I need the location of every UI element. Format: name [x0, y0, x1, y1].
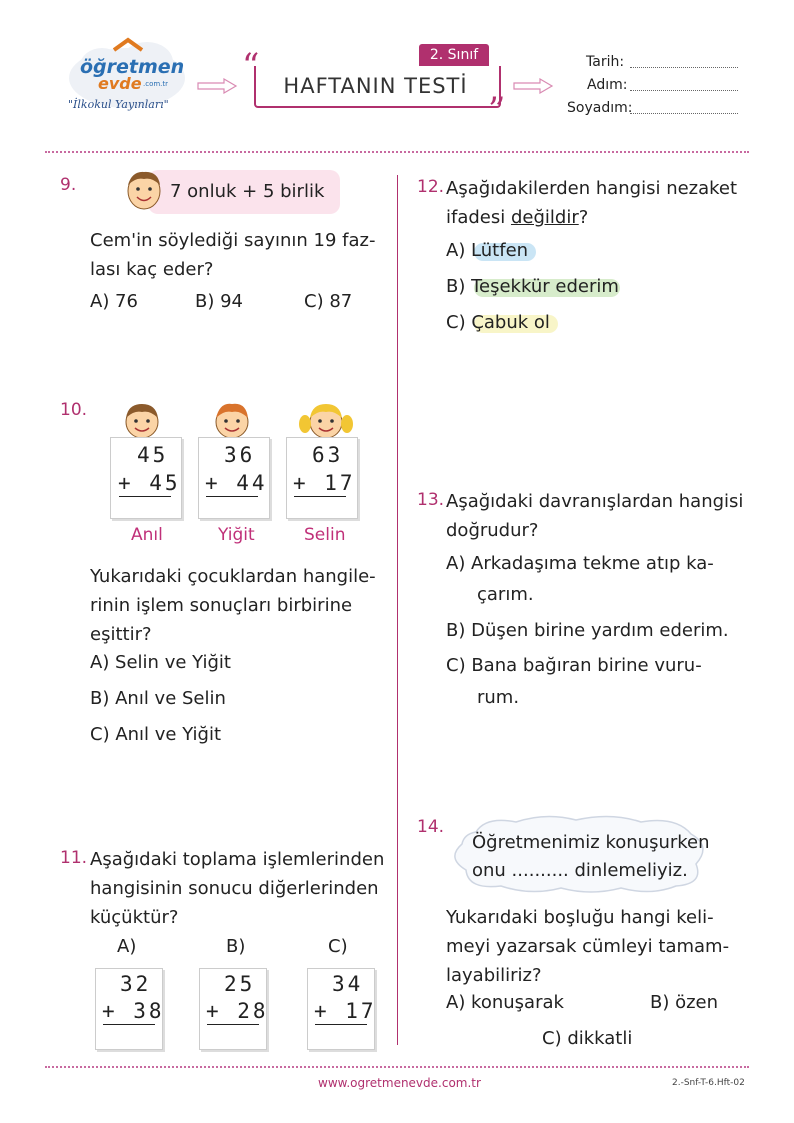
- cloud-text: [472, 829, 710, 885]
- card-top-number: 25: [224, 972, 256, 996]
- arrow-right-icon: [512, 78, 554, 94]
- option-b[interactable]: B) Teşekkür ederim: [446, 276, 619, 297]
- option-a[interactable]: A) 76: [90, 291, 138, 312]
- logo-text-top: öğretmen: [80, 56, 185, 78]
- child-name: Anıl: [131, 525, 163, 545]
- question-number: 9.: [60, 175, 77, 195]
- question-text: [446, 174, 737, 232]
- logo-text-bottom: evde: [98, 74, 142, 93]
- question-text-line: Cem'in söylediği sayının 19 faz-: [90, 230, 376, 251]
- option-c-continued[interactable]: rum.: [477, 687, 520, 708]
- question-text-line: Aşağıdakilerden hangisi nezaket: [446, 178, 738, 199]
- option-c[interactable]: C) Çabuk ol: [446, 312, 550, 333]
- question-text: [446, 903, 729, 990]
- underlined-word: değildir: [510, 207, 579, 228]
- footer-url[interactable]: www.ogretmenevde.com.tr: [318, 1076, 481, 1090]
- question-text-line: Aşağıdaki toplama işlemlerinden: [90, 849, 385, 870]
- question-text-line: Yukarıdaki çocuklardan hangile-: [90, 566, 376, 587]
- option-c[interactable]: C) 87: [304, 291, 353, 312]
- field-surname-line[interactable]: [630, 113, 738, 114]
- option-c-label[interactable]: C): [328, 936, 348, 957]
- card-bottom-number: + 17: [314, 999, 377, 1023]
- question-text-line: [446, 203, 737, 232]
- question-text-line: küçüktür?: [90, 907, 179, 928]
- question-text: [90, 845, 384, 932]
- bubble-text: 7 onluk + 5 birlik: [170, 181, 325, 202]
- field-date-line[interactable]: [630, 67, 738, 68]
- sum-line: [119, 496, 171, 497]
- card-top-number: 36: [224, 443, 256, 467]
- boy-anil-face-icon: [118, 398, 166, 442]
- question-number: 14.: [417, 817, 445, 837]
- question-number: 12.: [417, 177, 445, 197]
- boy-face-icon: [122, 167, 166, 217]
- card-top-number: 63: [312, 443, 344, 467]
- option-c[interactable]: C) Bana bağıran birine vuru-: [446, 655, 702, 676]
- text-fragment: ?: [578, 207, 589, 228]
- sum-line: [294, 496, 346, 497]
- option-b-label[interactable]: B): [226, 936, 246, 957]
- question-text-line: meyi yazarsak cümleyi tamam-: [446, 936, 730, 957]
- option-a[interactable]: A) Selin ve Yiğit: [90, 652, 231, 673]
- sum-line: [315, 1024, 367, 1025]
- card-bottom-number: + 38: [102, 999, 165, 1023]
- question-number: 11.: [60, 848, 88, 868]
- option-a[interactable]: A) konuşarak: [446, 992, 564, 1013]
- card-top-number: 45: [137, 443, 169, 467]
- option-c[interactable]: C) Anıl ve Yiğit: [90, 724, 222, 745]
- text-fragment: ifadesi: [446, 207, 511, 228]
- quote-close-icon: ”: [488, 90, 506, 130]
- divider-bottom: [45, 1066, 749, 1068]
- question-text-line: doğrudur?: [446, 520, 539, 541]
- sum-line: [206, 496, 258, 497]
- child-name: Selin: [304, 525, 346, 545]
- question-number: 10.: [60, 400, 88, 420]
- question-text: [90, 562, 376, 649]
- option-a-label[interactable]: A): [117, 936, 137, 957]
- field-date-label: Tarih:: [586, 54, 625, 70]
- question-text-line: rinin işlem sonuçları birbirine: [90, 595, 353, 616]
- card-bottom-number: + 17: [293, 471, 356, 495]
- question-text-line: hangisinin sonucu diğerlerinden: [90, 878, 379, 899]
- boy-yigit-face-icon: [208, 398, 256, 442]
- question-number: 13.: [417, 490, 445, 510]
- logo-domain: .com.tr: [143, 80, 169, 88]
- footer-code: 2.-Snf-T-6.Hft-02: [672, 1078, 745, 1088]
- option-a[interactable]: A) Arkadaşıma tekme atıp ka-: [446, 553, 714, 574]
- option-b[interactable]: B) özen: [650, 992, 719, 1013]
- question-text-line: layabiliriz?: [446, 965, 542, 986]
- card-top-number: 34: [332, 972, 364, 996]
- question-text: [90, 226, 376, 284]
- divider-top: [45, 151, 749, 153]
- logo-subtitle: "İlkokul Yayınları": [68, 98, 169, 111]
- question-text-line: lası kaç eder?: [90, 259, 214, 280]
- card-bottom-number: + 44: [205, 471, 268, 495]
- question-text: [446, 487, 743, 545]
- field-name-line[interactable]: [630, 90, 738, 91]
- grade-badge: 2. Sınıf: [419, 44, 489, 66]
- card-top-number: 32: [120, 972, 152, 996]
- field-name-label: Adım:: [587, 77, 628, 93]
- option-c[interactable]: C) dikkatli: [542, 1028, 633, 1049]
- card-bottom-number: + 45: [118, 471, 181, 495]
- field-surname-label: Soyadım:: [567, 100, 633, 116]
- divider-vertical: [397, 175, 398, 1045]
- page-title: HAFTANIN TESTİ: [283, 74, 468, 98]
- option-b[interactable]: B) 94: [195, 291, 243, 312]
- question-text-line: eşittir?: [90, 624, 152, 645]
- cloud-text-line: onu .......... dinlemeliyiz.: [472, 860, 688, 881]
- question-text-line: Yukarıdaki boşluğu hangi keli-: [446, 907, 714, 928]
- sum-line: [207, 1024, 259, 1025]
- arrow-right-icon: [196, 78, 238, 94]
- option-b[interactable]: B) Anıl ve Selin: [90, 688, 226, 709]
- cloud-text-line: Öğretmenimiz konuşurken: [472, 832, 710, 853]
- option-a[interactable]: A) Lütfen: [446, 240, 529, 261]
- girl-selin-face-icon: [296, 398, 356, 442]
- quote-open-icon: “: [242, 46, 260, 86]
- card-bottom-number: + 28: [206, 999, 269, 1023]
- child-name: Yiğit: [218, 525, 255, 545]
- question-text-line: Aşağıdaki davranışlardan hangisi: [446, 491, 744, 512]
- option-a-continued[interactable]: çarım.: [477, 584, 534, 605]
- option-b[interactable]: B) Düşen birine yardım ederim.: [446, 620, 729, 641]
- sum-line: [103, 1024, 155, 1025]
